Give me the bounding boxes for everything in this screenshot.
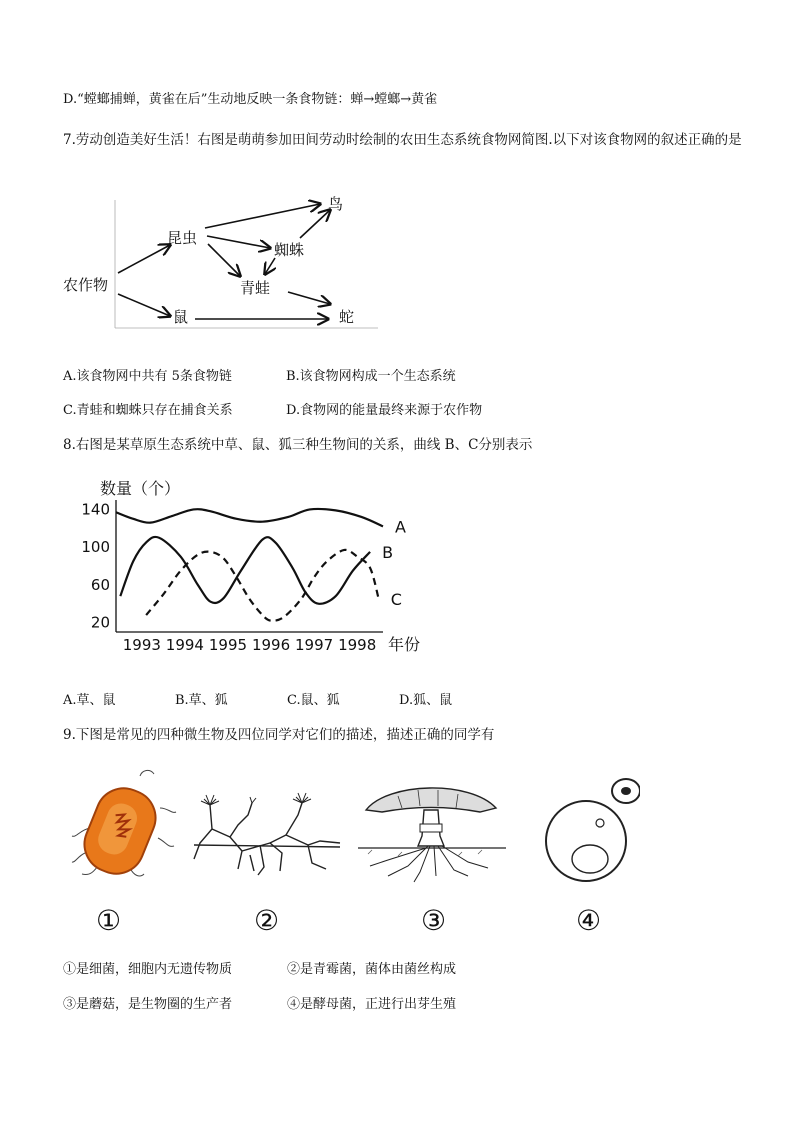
q7-option-c: C.青蛙和蜘蛛只存在捕食关系 [63,403,233,418]
q8-option-c: C.鼠、狐 [287,693,340,708]
arrow-insect-frog [208,244,240,276]
web-node-insect: 昆虫 [167,229,198,247]
series-label-B: B [382,542,394,562]
population-chart [78,472,438,662]
q6-option-d: D.“螳螂捕蝉，黄雀在后”生动地反映一条食物链：蝉→螳螂→黄雀 [63,92,438,107]
food-web-diagram [60,188,380,333]
label-1: ① [96,904,122,937]
q7-option-b: B.该食物网构成一个生态系统 [286,369,456,384]
arrow-spider-frog [265,258,275,274]
chart-xlabel: 年份 [388,635,421,654]
arrow-frog-snake [288,292,330,304]
q9-statement-1: ①是细菌，细胞内无遗传物质 [63,962,233,977]
series-label-C: C [390,590,402,609]
web-node-bird: 鸟 [328,195,344,213]
x-tick-label: 1993 [122,636,161,654]
q9-statement-3: ③是蘑菇，是生物圈的生产者 [63,997,233,1012]
y-tick-label: 60 [90,575,110,594]
penicillium-illustration [190,785,350,880]
web-node-snake: 蛇 [339,308,355,326]
y-tick-label: 100 [81,538,110,557]
q7-option-a: A.该食物网中共有 5条食物链 [63,369,232,384]
y-tick-label: 20 [90,613,110,632]
yeast-illustration [540,775,640,885]
yeast-cell [546,801,626,881]
label-4: ④ [576,904,602,937]
q7-stem: 7.劳动创造美好生活！右图是萌萌参加田间劳动时绘制的农田生态系统食物网简图.以下对该食物网的叙述正确的是 [63,132,742,148]
y-tick-label: 140 [81,500,110,519]
chart-ylabel: 数量（个） [100,479,181,498]
web-node-frog: 青蛙 [240,279,271,297]
q8-option-b: B.草、狐 [175,693,228,708]
arrow-insect-spider [207,236,270,248]
arrow-crops-rat [118,294,170,316]
web-node-crops: 农作物 [63,276,109,294]
q9-statement-4: ④是酵母菌，正进行出芽生殖 [287,997,457,1012]
x-tick-label: 1996 [251,636,291,654]
q8-stem: 8.右图是某草原生态系统中草、鼠、狐三种生物间的关系，曲线 B、C分别表示 [63,437,533,453]
arrow-crops-insect [118,245,170,273]
arrow-insect-bird [205,204,320,228]
bacterium-illustration [70,768,180,883]
label-2: ② [254,904,280,937]
q8-option-d: D.狐、鼠 [399,693,453,708]
series-line-A [116,509,383,526]
arrow-spider-bird [300,210,330,238]
x-tick-label: 1997 [295,636,334,654]
series-label-A: A [395,517,406,537]
q8-option-a: A.草、鼠 [63,693,116,708]
x-tick-label: 1994 [165,636,204,654]
mushroom-illustration [358,776,506,886]
mushroom-cap [366,788,496,812]
x-tick-label: 1995 [208,636,248,654]
x-tick-label: 1998 [338,636,377,654]
q7-option-d: D.食物网的能量最终来源于农作物 [286,403,483,418]
web-node-spider: 蜘蛛 [274,241,305,259]
web-node-rat: 鼠 [173,308,189,326]
q9-stem: 9.下图是常见的四种微生物及四位同学对它们的描述，描述正确的同学有 [63,727,495,743]
label-3: ③ [421,904,447,937]
q9-statement-2: ②是青霉菌，菌体由菌丝构成 [287,962,457,977]
